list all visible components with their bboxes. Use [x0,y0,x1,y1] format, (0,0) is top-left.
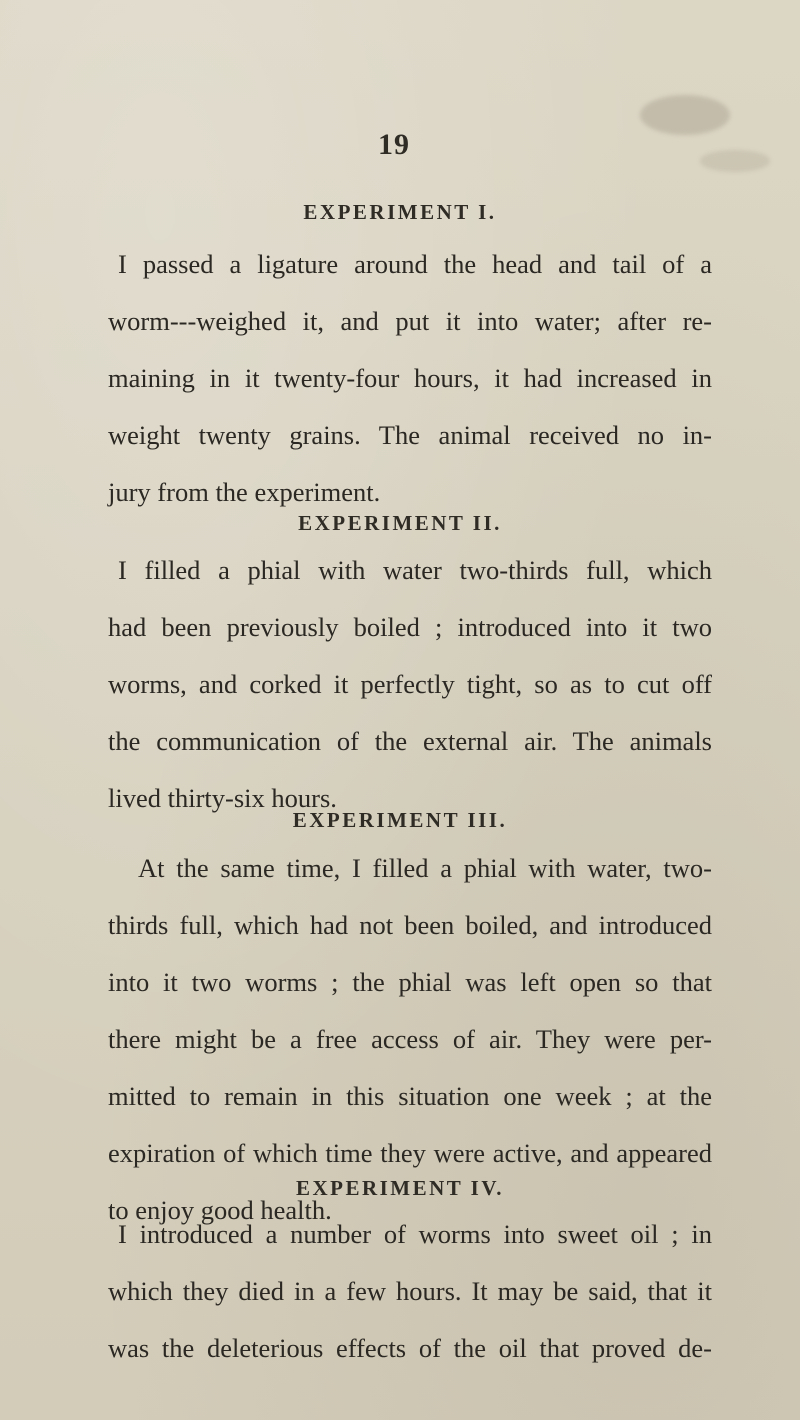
text-line: thirds full, which had not been boiled, and introduced [108,910,712,940]
text-line: I filled a phial with water two-thirds full, which [118,555,712,585]
text-line: worms, and corked it perfectly tight, so as to cut off [108,669,712,699]
page-number: 19 [378,128,410,161]
page-stain [640,95,730,135]
text-line: lived thirty-six hours. [108,783,337,813]
experiment-paragraph [108,542,712,827]
text-line: maining in it twenty-four hours, it had increased in [108,363,712,393]
experiment-paragraph [108,1206,712,1377]
text-line: into it two worms ; the phial was left open so that [108,967,712,997]
text-line: to enjoy good health. [108,1195,332,1225]
experiment-paragraph [108,236,712,521]
text-line: had been previously boiled ; introduced into it two [108,612,712,642]
text-line: expiration of which time they were active, and appeared [108,1138,712,1168]
page-stain [700,150,770,172]
text-line: I passed a ligature around the head and tail of a [118,249,712,279]
text-line: jury from the experiment. [108,477,381,507]
text-line: worm---weighed it, and put it into water; after re- [108,306,712,336]
experiment-heading: EXPERIMENT III. [292,808,508,832]
text-line: weight twenty grains. The animal received no in- [108,420,712,450]
experiment-heading: EXPERIMENT I. [303,200,497,224]
experiment-heading: EXPERIMENT IV. [295,1176,505,1200]
text-line: which they died in a few hours. It may be said, that it [108,1276,712,1306]
text-line: mitted to remain in this situation one week ; at the [108,1081,712,1111]
text-line: At the same time, I filled a phial with water, two- [138,853,712,883]
text-line: was the deleterious effects of the oil that proved de- [108,1333,712,1363]
text-line: the communication of the external air. The animals [108,726,712,756]
text-line: there might be a free access of air. They were per- [108,1024,712,1054]
text-line: I introduced a number of worms into sweet oil ; in [118,1219,712,1249]
experiment-heading: EXPERIMENT II. [298,511,502,535]
